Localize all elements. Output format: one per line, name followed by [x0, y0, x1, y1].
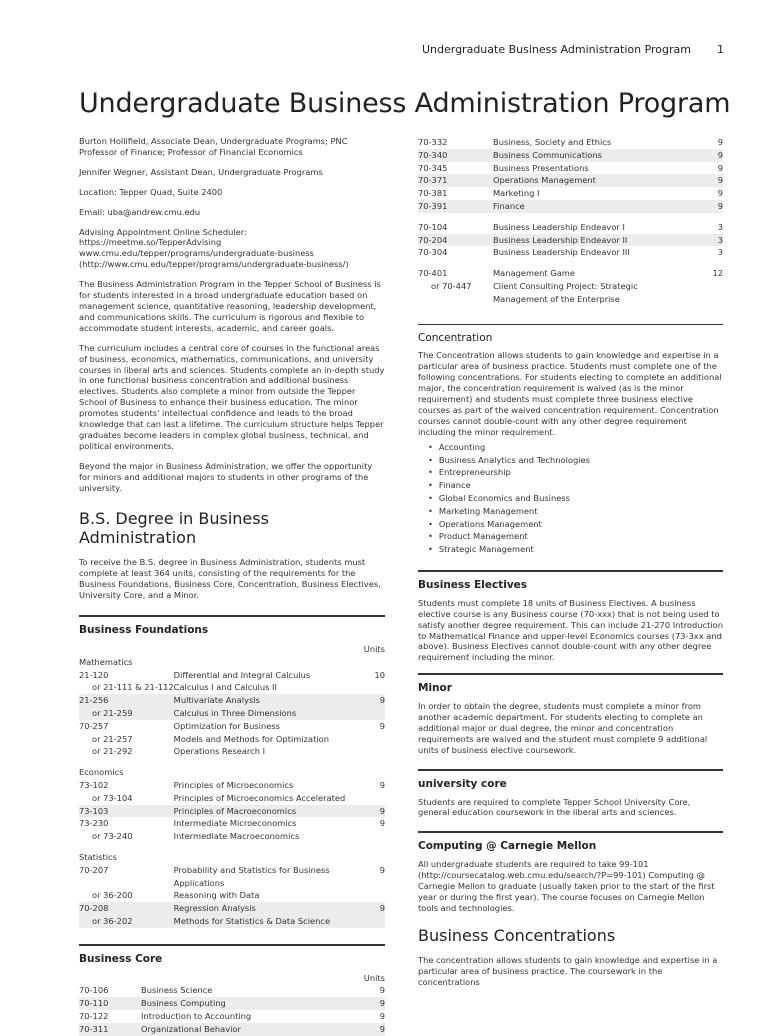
units-header: Units: [363, 972, 385, 983]
course-row: [418, 213, 723, 234]
course-units: 9: [355, 805, 385, 818]
course-units: 9: [379, 720, 385, 731]
course-title: Marketing I: [493, 188, 540, 199]
running-title: Undergraduate Business Administration Program: [421, 43, 691, 56]
university-core-heading: university core: [418, 769, 723, 790]
course-title: Business Presentations: [493, 162, 589, 173]
course-units: 9: [379, 1011, 385, 1022]
course-title: Business Computing: [141, 997, 355, 1010]
course-code[interactable]: 70-106: [79, 985, 109, 996]
computing-text: All undergraduate students are required to take 99-101 (http://coursecatalog.web.cmu.edu/search/?P=99-101) Computing @ Carnegie Mellon to graduate (usually taken prior to the start of the first year or during the first year). The course focuses on Carnegie Mellon tools and technologies.: [418, 859, 715, 913]
business-electives-heading: Business Electives: [418, 570, 723, 591]
course-title: [174, 656, 355, 669]
concentration-item[interactable]: • Strategic Management: [428, 543, 723, 556]
course-row: [79, 669, 385, 682]
course-title: Client Consulting Project: Strategic Management of the Enterprise: [493, 280, 638, 304]
course-units: 9: [379, 864, 385, 875]
course-row: [79, 889, 385, 902]
course-group-row: [79, 843, 385, 864]
course-title: Management Game: [493, 268, 575, 279]
course-title: Methods for Statistics & Data Science: [174, 915, 355, 928]
business-foundations-table: [79, 643, 385, 928]
computing-heading: Computing @ Carnegie Mellon: [418, 831, 723, 852]
course-units: [355, 681, 385, 694]
course-row: [79, 792, 385, 805]
course-row: [79, 902, 385, 915]
course-code[interactable]: 70-391: [418, 200, 493, 213]
course-code[interactable]: or 21-257: [92, 733, 133, 744]
course-row: [418, 162, 723, 175]
course-units: 9: [693, 200, 723, 213]
intro-program-description: The Business Administration Program in the Tepper School of Business is for students interested in a broad undergraduate education based on management science, quantitative reasoning, leadership development, and communications skills. The curriculum is rigorous and flexible to accommodate student interests, academic, and career goals.: [79, 279, 381, 333]
course-row: [418, 280, 723, 306]
course-units: 9: [717, 137, 723, 147]
course-row: [418, 187, 723, 200]
course-row: [79, 1010, 385, 1023]
concentration-item[interactable]: • Global Economics and Business: [428, 492, 723, 505]
course-code[interactable]: 70-340: [418, 149, 493, 162]
course-row: [79, 733, 385, 746]
course-units: [355, 915, 385, 928]
concentration-list: [418, 441, 723, 556]
course-title: Differential and Integral Calculus: [173, 669, 311, 680]
course-row: [79, 1023, 385, 1036]
course-title: Probability and Statistics for Business Applications: [173, 864, 330, 888]
course-code[interactable]: or 70-447: [431, 280, 472, 291]
course-units: [355, 707, 385, 720]
course-title: Intermediate Microeconomics: [173, 818, 297, 829]
course-units: [355, 830, 385, 843]
intro-dean: Burton Hollifield, Associate Dean, Undergraduate Programs; PNC Professor of Finance; Professor of Financial Economics: [79, 136, 348, 157]
university-core-text: Students are required to complete Tepper School University Core, general education coursework in the liberal arts and sciences.: [418, 796, 691, 818]
course-title: [174, 758, 355, 779]
page-title: Undergraduate Business Administration Program: [79, 88, 731, 119]
course-units: 3: [717, 221, 723, 232]
course-row: [418, 234, 723, 247]
course-row: [79, 805, 385, 818]
course-units: [355, 656, 385, 669]
course-title: Operations Research I: [173, 746, 266, 757]
business-core-heading: Business Core: [79, 944, 385, 965]
course-units: 9: [379, 818, 385, 829]
course-title: Reasoning with Data: [173, 890, 260, 901]
concentration-item[interactable]: • Accounting: [428, 441, 723, 454]
business-concentrations-text: The concentration allows students to gain knowledge and expertise in a particular area of business practice. The coursework in the concentrations: [418, 954, 718, 987]
course-row: [79, 984, 385, 997]
course-row: [79, 915, 385, 928]
concentration-item[interactable]: • Finance: [428, 479, 723, 492]
concentration-item[interactable]: • Business Analytics and Technologies: [428, 454, 723, 467]
course-group-row: [79, 656, 385, 669]
course-group-row: [79, 758, 385, 779]
course-title: Finance: [493, 200, 693, 213]
course-title: Business Science: [141, 985, 213, 996]
group-header-cell: [79, 643, 174, 656]
course-title: Operations Management: [493, 174, 693, 187]
course-code[interactable]: 70-122: [79, 1011, 109, 1022]
course-code[interactable]: or 21-259: [79, 707, 174, 720]
course-units: [693, 280, 723, 306]
course-code[interactable]: 73-103: [79, 805, 174, 818]
course-code[interactable]: 73-230: [79, 818, 109, 829]
concentration-item[interactable]: • Marketing Management: [428, 505, 723, 518]
minor-text: In order to obtain the degree, students must complete a minor from another academic department. For students electing to complete an additional major or dual degree, the minor and concentration requirements are waived and the student must complete 9 additional units of business elective coursework.: [418, 701, 708, 755]
course-code[interactable]: 70-204: [418, 234, 493, 247]
course-title: Business Leadership Endeavor III: [493, 247, 630, 258]
course-units: 10: [374, 669, 385, 680]
course-code[interactable]: 70-381: [418, 188, 448, 199]
course-title: Organizational Behavior: [141, 1023, 355, 1036]
course-row: [79, 817, 385, 830]
course-row: [418, 200, 723, 213]
course-units: [355, 745, 385, 758]
intro-assistant-dean: Jennifer Wegner, Assistant Dean, Undergraduate Programs: [79, 166, 323, 177]
course-title: Regression Analysis: [174, 902, 355, 915]
course-title: Introduction to Accounting: [141, 1011, 252, 1022]
course-row: [79, 681, 385, 694]
course-code[interactable]: 70-332: [418, 137, 448, 147]
course-code[interactable]: 70-104: [418, 221, 448, 232]
course-code[interactable]: 70-207: [79, 864, 109, 875]
course-units: [355, 843, 385, 864]
left-column: [79, 136, 385, 1036]
course-code[interactable]: 70-401: [418, 268, 448, 279]
units-header: Units: [363, 644, 385, 654]
business-core-table: [79, 972, 385, 1036]
course-code[interactable]: or 73-240: [92, 831, 133, 842]
course-code[interactable]: 70-345: [418, 162, 448, 173]
concentration-heading: Concentration: [418, 324, 723, 344]
minor-heading: Minor: [418, 673, 723, 694]
course-code[interactable]: 21-256: [79, 694, 174, 707]
course-units: 9: [379, 779, 385, 790]
course-code[interactable]: 70-371: [418, 174, 493, 187]
course-title: Principles of Microeconomics Accelerated: [173, 792, 346, 803]
course-row: [79, 997, 385, 1010]
course-row: [418, 149, 723, 162]
course-row: [79, 745, 385, 758]
course-row: [418, 259, 723, 280]
course-row: [79, 707, 385, 720]
course-title: Calculus in Three Dimensions: [174, 707, 355, 720]
business-electives-text: Students must complete 18 units of Business Electives. A business elective course is any Business course (70-xxx) that is not being used to satisfy another degree requirement. This can include 21-270 Introduction to Mathematical Finance and upper-level Economics courses (73-3xx and above). Business Electives cannot double-count with any other degree requirement including the minor.: [418, 597, 723, 663]
course-units: [355, 733, 385, 746]
course-title: [174, 843, 355, 864]
course-code[interactable]: 21-120: [79, 669, 109, 680]
business-core-continued-table: [418, 136, 723, 306]
course-units: [355, 758, 385, 779]
course-title: Principles of Microeconomics: [173, 779, 294, 790]
course-units: 3: [717, 247, 723, 258]
intro-curriculum: The curriculum includes a central core of courses in the functional areas of business, economics, mathematics, communications, and university courses in liberal arts and sciences. Students complete an in-depth study in one functional business concentration and additional business electives. Students also complete a minor from outside the Tepper School of Business to enhance their business education. The minor promotes students' intellectual confidence and leads to the broad knowledge that can last a lifetime. The curriculum structure helps Tepper graduates become leaders in complex global business, technical, and political environments.: [79, 342, 385, 451]
course-title: Multivariate Analysis: [174, 694, 355, 707]
course-title: Business, Society and Ethics: [493, 137, 612, 147]
course-units: 12: [712, 268, 723, 279]
course-title: Optimization for Business: [173, 720, 281, 731]
course-row: [79, 779, 385, 792]
course-row: [418, 136, 723, 149]
course-group-label: Economics: [79, 767, 124, 778]
course-row: [418, 246, 723, 259]
course-units: 9: [717, 162, 723, 173]
course-group-label: Statistics: [79, 851, 117, 862]
course-title: Models and Methods for Optimization: [173, 733, 329, 744]
course-title: Principles of Macroeconomics: [174, 805, 355, 818]
course-code[interactable]: 70-311: [79, 1023, 141, 1036]
course-units: [355, 792, 385, 805]
course-row: [79, 830, 385, 843]
course-code[interactable]: or 36-200: [92, 890, 133, 901]
course-units: 9: [355, 997, 385, 1010]
bs-degree-heading: B.S. Degree in Business Administration: [79, 509, 269, 548]
course-code[interactable]: 70-110: [79, 997, 141, 1010]
intro-advising-link[interactable]: Advising Appointment Online Scheduler: https://meetme.so/TepperAdvising www.cmu.edu/tepper/programs/undergraduate-business (http://www.cmu.edu/tepper/programs/undergraduate-business/): [79, 226, 349, 270]
running-header: [422, 43, 724, 56]
course-units: 9: [355, 902, 385, 915]
course-code[interactable]: 73-102: [79, 779, 109, 790]
course-row: [79, 720, 385, 733]
course-title: Business Leadership Endeavor II: [493, 234, 693, 247]
course-row: [79, 694, 385, 707]
course-group-label: Mathematics: [79, 656, 133, 667]
course-units: 3: [693, 234, 723, 247]
course-code[interactable]: or 73-104: [92, 792, 133, 803]
concentration-item[interactable]: • Operations Management: [428, 518, 723, 531]
course-row: [79, 864, 385, 890]
intro-location: Location: Tepper Quad, Suite 2400: [79, 186, 223, 197]
page-number: 1: [717, 43, 724, 56]
business-concentrations-heading: Business Concentrations: [418, 925, 616, 945]
course-units: 9: [693, 174, 723, 187]
course-units: 9: [355, 694, 385, 707]
course-code[interactable]: 70-304: [418, 247, 448, 258]
concentration-item[interactable]: • Entrepreneurship: [428, 466, 723, 479]
course-code[interactable]: 70-208: [79, 902, 174, 915]
course-units: 9: [717, 188, 723, 199]
course-units: 9: [693, 149, 723, 162]
business-foundations-heading: Business Foundations: [79, 615, 385, 636]
course-title: Calculus I and Calculus II: [173, 682, 277, 693]
course-title: Business Communications: [493, 149, 693, 162]
course-code[interactable]: 70-257: [79, 720, 109, 731]
course-row: [418, 174, 723, 187]
course-code[interactable]: or 21-111 & 21-112: [92, 682, 174, 693]
course-code[interactable]: or 36-202: [79, 915, 174, 928]
course-units: 9: [355, 1023, 385, 1036]
course-code[interactable]: or 21-292: [92, 746, 133, 757]
concentration-text: The Concentration allows students to gain knowledge and expertise in a particular area of business practice. Students must complete one of the following concentrations. For students electing to complete an additional major, the concentration requirement is waived (as is the minor requirement) and students must complete three business elective courses as part of the waived concentration requirement. Concentration courses cannot double-count with any other degree requirement including the minor requirement.: [418, 350, 722, 437]
intro-email: Email: uba@andrew.cmu.edu: [79, 206, 201, 217]
course-title: Business Leadership Endeavor I: [493, 221, 625, 232]
concentration-item[interactable]: • Product Management: [428, 530, 723, 543]
intro-minors: Beyond the major in Business Administration, we offer the opportunity for minors and additional majors to students in other programs of the university.: [79, 460, 373, 493]
course-title: Intermediate Macroeconomics: [173, 831, 300, 842]
right-column: [418, 136, 723, 997]
bs-degree-text: To receive the B.S. degree in Business Administration, students must complete at least 364 units, consisting of the requirements for the Business Foundations, Business Core, Concentration, Business Electives, University Core, and a Minor.: [79, 557, 381, 601]
course-units: [355, 889, 385, 902]
course-units: 9: [379, 985, 385, 996]
